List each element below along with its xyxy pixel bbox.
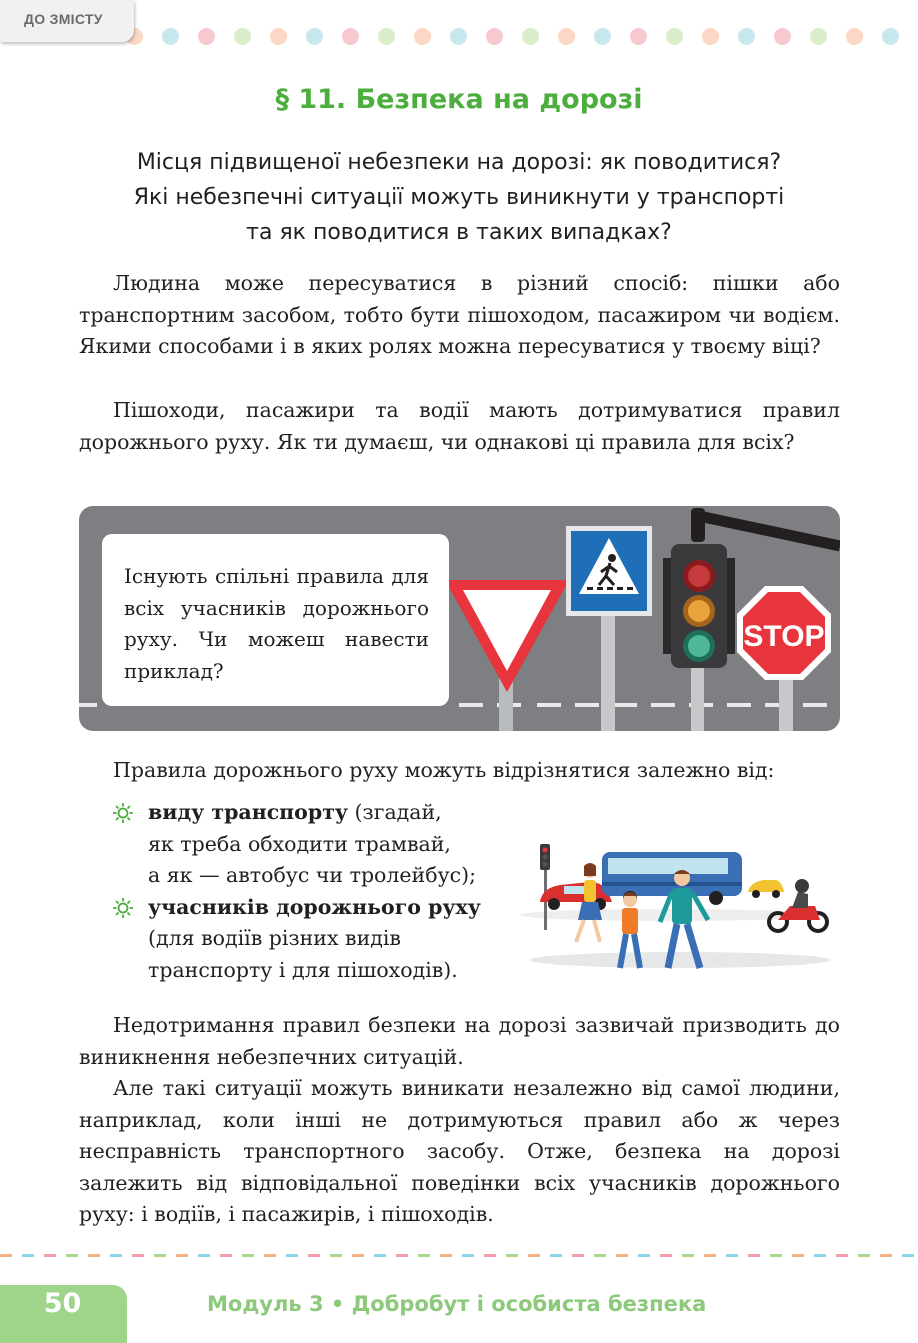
list-item: [113, 892, 513, 987]
decorative-dot: [846, 28, 863, 45]
decorative-dot: [162, 28, 179, 45]
lead-line: та як поводитися в таких випадках?: [246, 220, 672, 245]
divider-dash: [506, 1254, 518, 1257]
divider-dash: [418, 1254, 430, 1257]
divider-dash: [352, 1254, 364, 1257]
divider-dash: [748, 1254, 760, 1257]
decorative-dot: [594, 28, 611, 45]
divider-dash: [880, 1254, 892, 1257]
lead-line: Які небезпечні ситуації можуть виникнути у транспорті: [133, 185, 785, 210]
pedestrian-crossing-sign: [566, 526, 652, 731]
paragraph-2: Пішоходи, пасажири та водії мають дотримуватися правил дорожнього руху. Як ти думаєш, чи однакові ці правила для всіх?: [79, 398, 840, 454]
decorative-dot: [666, 28, 683, 45]
decorative-dot: [342, 28, 359, 45]
list-item-text: (згадай,: [348, 800, 442, 824]
divider-dash: [286, 1254, 298, 1257]
decorative-dot: [702, 28, 719, 45]
divider-dash: [902, 1254, 914, 1257]
decorative-dot: [270, 28, 287, 45]
divider-dash: [660, 1254, 672, 1257]
decorative-dot: [198, 28, 215, 45]
paragraph-3: Недотримання правил безпеки на дорозі зазвичай призводить до виникнення небезпечних ситуацій.: [79, 1013, 840, 1069]
street-scene-illustration: [520, 830, 840, 980]
decorative-dot: [486, 28, 503, 45]
divider-dash: [726, 1254, 738, 1257]
list-item-text: (для водіїв різних видів: [148, 926, 401, 950]
yellow-car: [748, 880, 784, 898]
decorative-dot: [774, 28, 791, 45]
decorative-dot: [414, 28, 431, 45]
divider-dash: [594, 1254, 606, 1257]
divider-dash: [440, 1254, 452, 1257]
list-item: [113, 797, 513, 892]
sun-bullet-icon: [113, 898, 133, 918]
divider-dash: [132, 1254, 144, 1257]
list-item-term: виду транспорту: [148, 800, 349, 824]
divider-dash: [264, 1254, 276, 1257]
divider-dash: [836, 1254, 848, 1257]
callout-box: [102, 534, 449, 706]
divider-dash: [308, 1254, 320, 1257]
divider-dash: [154, 1254, 166, 1257]
page-title: § 11. Безпека на дорозі: [275, 84, 643, 115]
divider-dash: [550, 1254, 562, 1257]
decorative-dot: [450, 28, 467, 45]
list-item-text: транспорту і для пішоходів).: [148, 957, 458, 982]
list-item-text: як треба обходити трамвай,: [148, 831, 451, 856]
divider-dash: [814, 1254, 826, 1257]
decorative-dot-row: [0, 28, 918, 48]
stop-sign: [737, 586, 831, 731]
page-number: 50: [43, 1288, 82, 1319]
stop-sign-label: STOP: [743, 620, 825, 653]
red-car: [540, 882, 612, 910]
divider-dash: [88, 1254, 100, 1257]
divider-dash: [66, 1254, 78, 1257]
lead-line: Місця підвищеної небезпеки на дорозі: як поводитися?: [136, 150, 782, 175]
divider-dash: [220, 1254, 232, 1257]
divider-dash: [858, 1254, 870, 1257]
bullet-list: [113, 797, 513, 986]
toc-button[interactable]: ДО ЗМІСТУ: [0, 0, 134, 42]
divider-dash: [374, 1254, 386, 1257]
list-intro: Правила дорожнього руху можуть відрізнятися залежно від:: [113, 758, 775, 782]
divider-dash: [770, 1254, 782, 1257]
decorative-dot: [882, 28, 899, 45]
divider-dash: [110, 1254, 122, 1257]
divider-dash: [462, 1254, 474, 1257]
divider-dash: [198, 1254, 210, 1257]
divider-dash: [792, 1254, 804, 1257]
divider-dash: [22, 1254, 34, 1257]
divider-dash: [572, 1254, 584, 1257]
decorative-dot: [306, 28, 323, 45]
list-item-term: учасників дорожнього руху: [148, 894, 481, 919]
callout-text: Існують спільні правила для всіх учасників дорожнього руху. Чи можеш навести приклад?: [124, 564, 429, 683]
divider-dash: [330, 1254, 342, 1257]
divider-dash: [44, 1254, 56, 1257]
divider-dash: [528, 1254, 540, 1257]
footer-dashed-divider: [0, 1254, 918, 1258]
decorative-dot: [558, 28, 575, 45]
decorative-dot: [522, 28, 539, 45]
divider-dash: [638, 1254, 650, 1257]
divider-dash: [682, 1254, 694, 1257]
module-caption: Модуль 3 • Добробут і особиста безпека: [207, 1292, 707, 1316]
paragraph-1: Людина може пересуватися в різний спосіб: пішки або транспортним засобом, тобто бути пішоходом, пасажиром чи водієм. Якими способами і в яких ролях можна пересуватися у твоєму віці?: [79, 271, 840, 358]
decorative-dot: [810, 28, 827, 45]
decorative-dot: [738, 28, 755, 45]
list-item-text: а як — автобус чи тролейбус);: [148, 863, 477, 887]
lead-questions: [60, 145, 858, 250]
road-signs-illustration: [79, 506, 840, 731]
divider-dash: [616, 1254, 628, 1257]
decorative-dot: [234, 28, 251, 45]
divider-dash: [0, 1254, 12, 1257]
divider-dash: [704, 1254, 716, 1257]
sun-bullet-icon: [113, 803, 133, 823]
decorative-dot: [630, 28, 647, 45]
paragraph-4: Але такі ситуації можуть виникати незалежно від самої людини, наприклад, коли інші не дотримуються правил або ж через несправність транспортного засобу. Отже, безпека на дорозі залежить від відповідальної поведінки всіх учасників дорожнього руху: і водіїв, і пасажирів, і пішоходів.: [79, 1076, 840, 1226]
divider-dash: [176, 1254, 188, 1257]
divider-dash: [484, 1254, 496, 1257]
decorative-dot: [378, 28, 395, 45]
divider-dash: [242, 1254, 254, 1257]
divider-dash: [396, 1254, 408, 1257]
pedestrian-woman: [576, 863, 602, 942]
yield-sign: [445, 580, 569, 731]
